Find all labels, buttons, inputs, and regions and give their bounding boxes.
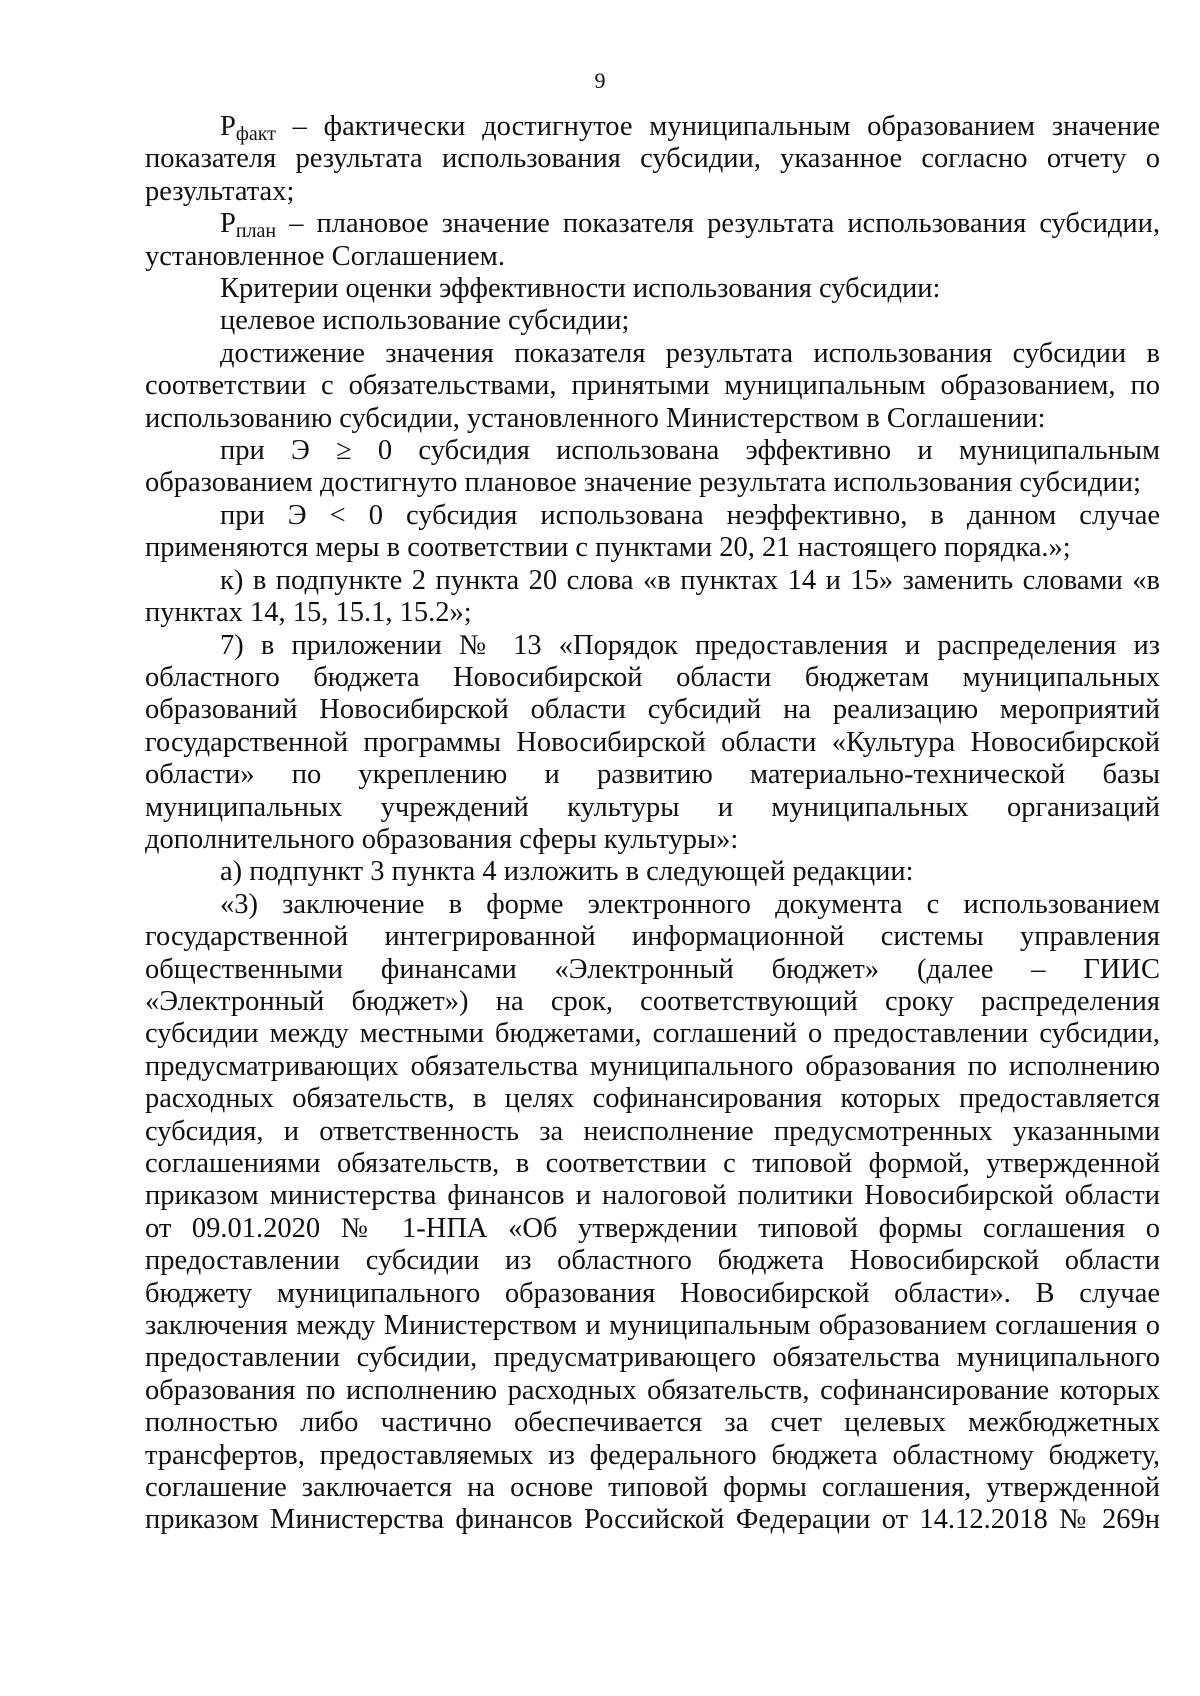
paragraph-item-k: к) в подпункте 2 пункта 20 слова «в пунктах 14 и 15» заменить словами «в пунктах 14, 15, 15.1, 15.2»; [145, 564, 1160, 629]
paragraph-r-fact [145, 111, 1160, 208]
paragraph-item-7: 7) в приложении № 13 «Порядок предоставления и распределения из областного бюджета Новосибирской области бюджетам муниципальных образований Новосибирской области субсидий на реализацию мероприятий государственной программы Новосибирской области «Культура Новосибирской области» по укреплению и развитию материально-технической базы муниципальных учреждений культуры и муниципальных организаций дополнительного образования сферы культуры»: [145, 629, 1160, 855]
page-number: 9 [594, 68, 606, 93]
symbol-r: Р [220, 111, 236, 142]
subscript-fact: факт [235, 123, 276, 145]
paragraph-criteria-heading: Критерии оценки эффективности использования субсидии: [220, 273, 941, 305]
paragraph-r-plan [145, 208, 1160, 273]
paragraph-criterion-target-use: целевое использование субсидии; [220, 305, 630, 337]
paragraph-efficient-condition: при Э ≥ 0 субсидия использована эффективно и муниципальным образованием достигнуто плановое значение результата использования субсидии; [145, 435, 1160, 499]
paragraph-text: – фактически достигнутое муниципальным образованием значение показателя результата использования субсидии, указанное согласно отчету о результатах; [145, 111, 1160, 207]
paragraph-inefficient-condition: при Э < 0 субсидия использована неэффективно, в данном случае применяются меры в соответствии с пунктами 20, 21 настоящего порядка.»; [145, 499, 1160, 564]
paragraph-item-a: а) подпункт 3 пункта 4 изложить в следующей редакции: [220, 856, 914, 888]
paragraph-criterion-achievement: достижение значения показателя результата использования субсидии в соответствии с обязательствами, принятыми муниципальным образованием, по использованию субсидии, установленного Министерством в Соглашении: [145, 337, 1160, 434]
document-body [145, 111, 1160, 1537]
paragraph-subitem-3: «3) заключение в форме электронного документа с использованием государственной интегрированной информационной системы управления общественными финансами «Электронный бюджет» (далее – ГИИС «Электронный бюджет») на срок, соответствующий сроку распределения субсидии между местными бюджетами, соглашений о предоставлении субсидии, предусматривающих обязательства муниципального образования по исполнению расходных обязательств, в целях софинансирования которых предоставляется субсидия, и ответственность за неисполнение предусмотренных указанными соглашениями обязательств, в соответствии с типовой формой, утвержденной приказом министерства финансов и налоговой политики Новосибирской области от 09.01.2020 № 1-НПА «Об утверждении типовой формы соглашения о предоставлении субсидии из областного бюджета Новосибирской области бюджету муниципального образования Новосибирской области». В случае заключения между Министерством и муниципальным образованием соглашения о предоставлении субсидии, предусматривающего обязательства муниципального образования по исполнению расходных обязательств, софинансирование которых полностью либо частично обеспечивается за счет целевых межбюджетных трансфертов, предоставляемых из федерального бюджета областному бюджету, соглашение заключается на основе типовой формы соглашения, утвержденной приказом Министерства финансов Российской Федерации от 14.12.2018 № 269н [145, 888, 1160, 1536]
subscript-plan: план [235, 220, 277, 243]
symbol-r: Р [220, 208, 236, 240]
paragraph-text: – плановое значение показателя результата использования субсидии, установленное Соглашением. [145, 208, 1160, 272]
